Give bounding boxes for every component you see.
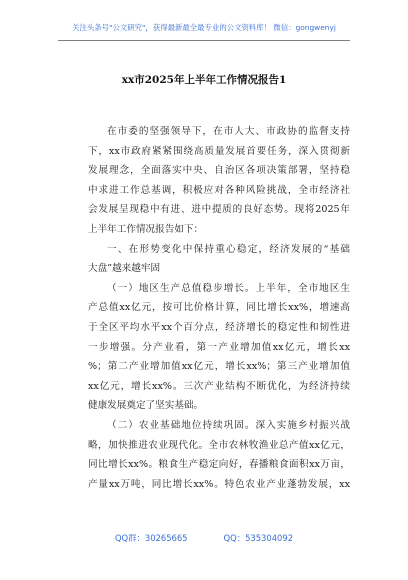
body-line: 中求进工作总基调，积极应对各种风险挑战，全市经济社 — [88, 184, 350, 196]
document-title: xx市2025年上半年工作情况报告1 — [121, 74, 287, 86]
body-line: 产总值xx亿元，按可比价格计算，同比增长xx%，增速高 — [88, 302, 350, 314]
body-line: xx亿元，增长xx%。三次产业结构不断优化，为经济持续 — [88, 380, 350, 392]
footer-qq-group: QQ群：30265665 — [114, 533, 188, 543]
header-divider — [58, 40, 350, 41]
body-line: 健康发展奠定了坚实基础。 — [88, 400, 204, 412]
footer-contact — [0, 532, 408, 544]
body-line: 发展理念，全面落实中央、自治区各项决策部署，坚持稳 — [88, 165, 350, 177]
body-line: （一）地区生产总值稳步增长。上半年，全市地区生 — [107, 282, 350, 294]
body-line: 略，加快推进农业现代化。全市农林牧渔业总产值xx亿元， — [88, 439, 350, 451]
body-line: 在市委的坚强领导下，在市人大、市政协的监督支持 — [107, 126, 350, 137]
body-line: 产量xx万吨，同比增长xx%。特色农业产业蓬勃发展，xx — [88, 478, 350, 490]
body-line: 下，xx市政府紧紧围绕高质量发展首要任务，深入贯彻新 — [88, 145, 350, 157]
document-body — [88, 122, 350, 494]
header-banner: 关注头条号"公文研究"，获得最新最全最专业的公文资料库！ 微信：gongwenyj — [72, 23, 336, 32]
section-heading-line: 一、在形势变化中保持重心稳定，经济发展的“基础 — [107, 243, 350, 255]
body-line: 同比增长xx%。粮食生产稳定向好，春播粮食面积xx万亩， — [88, 459, 350, 471]
body-line: 一步增强。分产业看，第一产业增加值xx亿元，增长xx — [88, 341, 350, 353]
body-line: 于全区平均水平xx个百分点，经济增长的稳定性和韧性进 — [88, 321, 350, 333]
body-line: %；第二产业增加值xx亿元，增长xx%；第三产业增加值 — [88, 361, 350, 373]
footer-qq: QQ：535304092 — [223, 533, 294, 543]
body-line: 上半年工作情况报告如下： — [88, 223, 204, 235]
body-line: 会发展呈现稳中有进、进中提质的良好态势。现将2025年 — [88, 204, 350, 216]
section-heading-line: 大盘”越来越牢固 — [88, 263, 161, 275]
body-line: （二）农业基础地位持续巩固。深入实施乡村振兴战 — [107, 419, 350, 431]
